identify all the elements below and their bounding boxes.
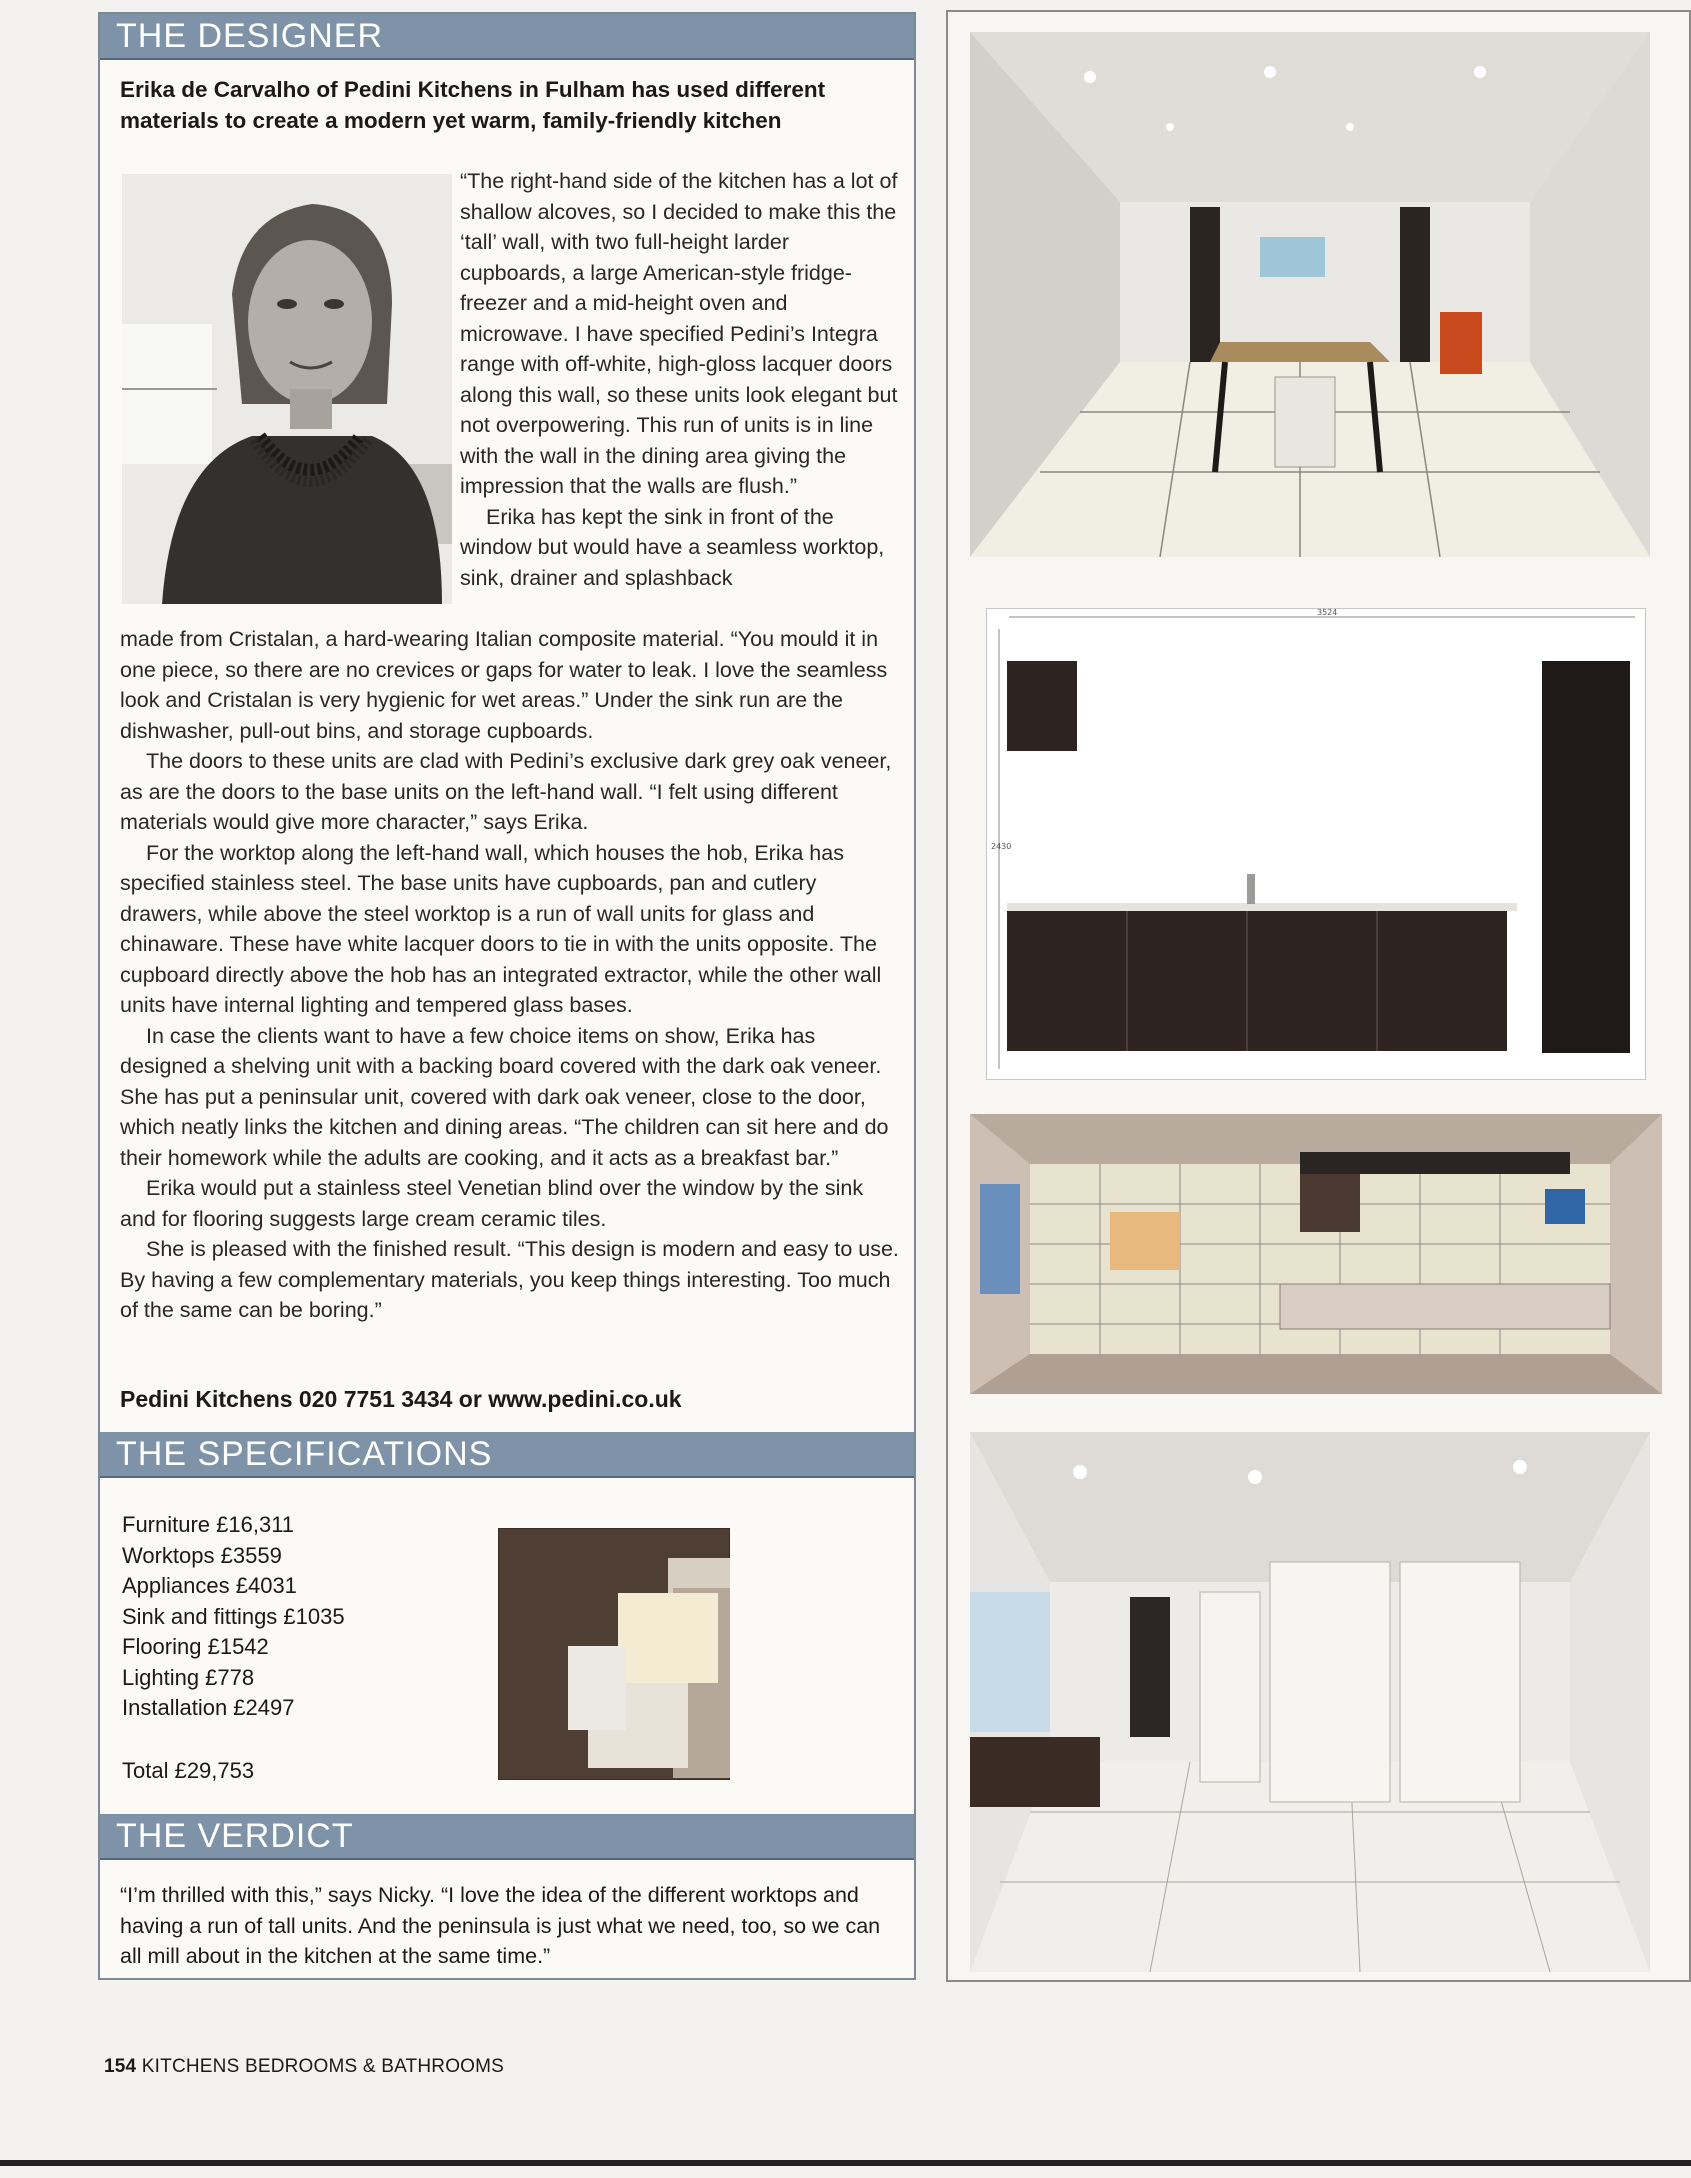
spec-total: Total £29,753 [122, 1757, 255, 1783]
renders-column [946, 10, 1691, 1982]
paragraph: She is pleased with the finished result. “This design is modern and easy to use. By having a few complementary materials, you keep things interesting. Too much of the same can be boring.” [120, 1237, 899, 1322]
paragraph: For the worktop along the left-hand wall, which houses the hob, Erika has specified stainless steel. The base units have cupboards, pan and cutlery drawers, while above the steel worktop is a run of wall units for glass and chinaware. These have white lacquer doors to tie in with the units opposite. The cupboard directly above the hob has an integrated extractor, while the other wall units have internal lighting and tempered glass bases. [120, 840, 882, 1017]
spec-item: Flooring £1542 [122, 1634, 269, 1659]
spec-item: Appliances £4031 [122, 1573, 297, 1598]
verdict-section [100, 1814, 914, 1972]
paragraph: The doors to these units are clad with Pedini’s exclusive dark grey oak veneer, as are the doors to the base units on the left-hand wall. “I felt using different materials would give more character,” says Erika. [120, 749, 892, 834]
article-column [98, 12, 916, 1980]
swatch-illustration [498, 1528, 730, 1780]
spec-item: Worktops £3559 [122, 1542, 282, 1568]
contact-line: Pedini Kitchens 020 7751 3434 or www.pedini.co.uk [120, 1386, 682, 1412]
publication-name: KITCHENS BEDROOMS & BATHROOMS [141, 2056, 505, 2077]
spec-item: Furniture £16,311 [122, 1512, 295, 1537]
designer-text-float [460, 166, 898, 593]
paragraph: “The right-hand side of the kitchen has a lot of shallow alcoves, so I decided to make this the ‘tall’ wall, with two full-height larder cupboards, a large American-style fridge-freezer and a mid-height oven and microwave. I have specified Pedini’s Integra range with off-white, high-gloss lacquer doors along this wall, so these units look elegant but not overpowering. This run of units is in line with the wall in the dining area giving the impression that the walls are flush.” [460, 169, 898, 498]
render-illustration [970, 1432, 1650, 1972]
paragraph: made from Cristalan, a hard-wearing Italian composite material. “You mould it in one piece, so there are no crevices or gaps for water to leak. I love the seamless look and Cristalan is very hygienic for wet areas.” Under the sink run are the dishwasher, pull-out bins, and storage cupboards. [120, 627, 888, 743]
elevation-illustration [987, 609, 1645, 1079]
designer-text-flow [120, 624, 900, 1326]
specifications-section [100, 1432, 914, 1783]
verdict-quote: “I’m thrilled with this,” says Nicky. “I love the idea of the different worktops and having a run of tall units. And the peninsula is just what we need, too, so we can all mill about in the kitchen at the same time.” [120, 1883, 881, 1968]
designer-portrait [122, 174, 452, 604]
verdict-heading: THE VERDICT [100, 1814, 914, 1860]
designer-heading: THE DESIGNER [100, 14, 914, 60]
page-footer [104, 2056, 504, 2078]
specifications-heading: THE SPECIFICATIONS [100, 1432, 914, 1478]
render-plan-view [970, 1114, 1662, 1394]
portrait-illustration [122, 174, 452, 604]
render-elevation [986, 608, 1646, 1080]
designer-intro: Erika de Carvalho of Pedini Kitchens in Fulham has used different materials to create a modern yet warm, family-friendly kitchen [120, 77, 826, 133]
elevation-width-label: 3524 [1317, 609, 1338, 617]
plan-illustration [970, 1114, 1662, 1394]
spec-item: Sink and fittings £1035 [122, 1603, 345, 1629]
elevation-height-label: 2430 [991, 842, 1012, 851]
paragraph: Erika has kept the sink in front of the window but would have a seamless worktop, sink, drainer and splashback [460, 504, 885, 590]
paragraph: In case the clients want to have a few choice items on show, Erika has designed a shelving unit with a backing board covered with the dark oak veneer. She has put a peninsular unit, covered with dark oak veneer, close to the door, which neatly links the kitchen and dining areas. “The children can sit here and do their homework while the adults are cooking, and it acts as a breakfast bar.” [120, 1023, 889, 1170]
material-swatches [498, 1528, 730, 1780]
render-perspective-dining [970, 32, 1650, 557]
paragraph: Erika would put a stainless steel Venetian blind over the window by the sink and for flooring suggests large cream ceramic tiles. [120, 1176, 864, 1231]
designer-section [100, 14, 914, 1412]
spec-item: Lighting £778 [122, 1664, 255, 1690]
page-number: 154 [104, 2056, 137, 2077]
spec-item: Installation £2497 [122, 1695, 295, 1720]
render-perspective-tall-units [970, 1432, 1650, 1972]
render-illustration [970, 32, 1650, 557]
spec-list [122, 1510, 345, 1786]
page-bottom-edge [0, 2160, 1691, 2166]
